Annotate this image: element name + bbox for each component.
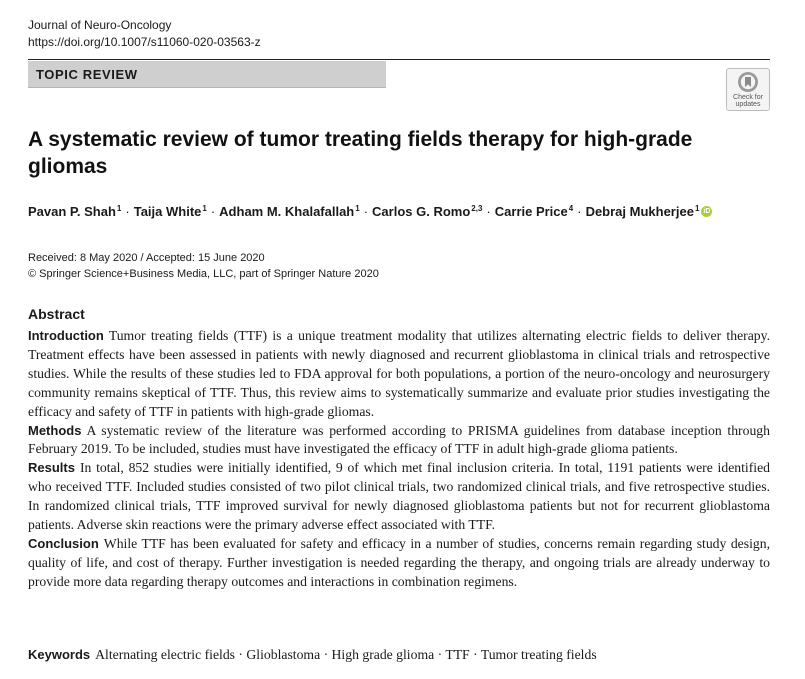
author[interactable]: Taija White$^1$ xyxy=(133,204,207,219)
check-for-updates-button[interactable] xyxy=(726,68,770,111)
author[interactable]: Debraj Mukherjee$^1$ xyxy=(585,204,700,219)
author-separator: · xyxy=(125,204,130,219)
author-separator: · xyxy=(363,204,369,219)
header-rule xyxy=(28,59,770,60)
journal-name: Journal of Neuro-Oncology xyxy=(28,18,172,32)
author[interactable]: Adham M. Khalafallah$^1$ xyxy=(219,204,360,219)
author-list xyxy=(28,204,712,219)
keywords-list: Alternating electric fields · Glioblastoma · High grade glioma · TTF · Tumor treating fields xyxy=(95,647,597,662)
author[interactable]: Pavan P. Shah$^1$ xyxy=(28,204,122,219)
author-separator: · xyxy=(210,204,216,219)
keywords-label: Keywords xyxy=(28,647,91,662)
copyright-line: © Springer Science+Business Media, LLC, part of Springer Nature 2020 xyxy=(28,268,379,280)
author[interactable]: Carrie Price$^4$ xyxy=(494,204,574,219)
orcid-icon[interactable]: iD xyxy=(703,208,711,215)
check-updates-line1: Check for xyxy=(733,94,763,101)
author[interactable]: Carlos G. Romo$^{2,3}$ xyxy=(372,204,483,219)
abstract-heading: Abstract xyxy=(28,306,85,322)
section-label: TOPIC REVIEW xyxy=(28,61,386,88)
doi-link[interactable]: https://doi.org/10.1007/s11060-020-03563-z xyxy=(28,35,261,49)
author-separator: · xyxy=(486,204,491,219)
journal-header xyxy=(28,17,261,51)
abstract-section-introduction: Introduction Tumor treating fields (TTF) is a unique treatment modality that utilizes alternating electric fields to deliver therapy. Treatment effects have been assessed in patients with newly diagnosed and recurrent glioblastoma in clinical trials and retrospective studies. While the results of these studies led to FDA approval for both populations, a portion of the neuro-oncology and neurosurgery community remains skeptical of TTF. Thus, this review aims to systematically summarize and evaluate prior studies investigating the efficacy and safety of TTF in patients with high-grade gliomas. xyxy=(28,328,770,419)
abstract-section-methods: Methods A systematic review of the literature was performed according to PRISMA guidelines from database inception through February 2019. To be included, studies must have investigated the efficacy of TTF in adult high-grade glioma patients. xyxy=(28,422,770,457)
abstract-section-results: Results In total, 852 studies were initially identified, 9 of which met final inclusion criteria. In total, 1191 patients were identified who received TTF. Included studies consisted of two pilot clinical trials, two randomized clinical trials, and five retrospective studies. In randomized clinical trials, TTF improved survival for newly diagnosed glioblastoma patients but not for recurrent glioblastoma patients. Adverse skin reactions were the primary adverse effect associated with TTF. xyxy=(28,460,770,533)
abstract-body xyxy=(28,327,770,592)
abstract-section-conclusion: Conclusion While TTF has been evaluated for safety and efficacy in a number of studies, concerns remain regarding study design, quality of life, and cost of therapy. Further investigation is needed regarding the therapy, and ongoing trials are already underway to provide more data regarding therapy outcomes and interactions in combination regimens. xyxy=(28,535,770,589)
author-separator: · xyxy=(577,204,582,219)
check-updates-line2: updates xyxy=(735,101,761,108)
bookmark-icon xyxy=(737,71,759,93)
article-title: A systematic review of tumor treating fields therapy for high-grade gliomas xyxy=(28,128,693,178)
publication-dates xyxy=(28,250,379,282)
keywords xyxy=(28,645,770,664)
received-accepted: Received: 8 May 2020 / Accepted: 15 June 2020 xyxy=(28,252,265,264)
